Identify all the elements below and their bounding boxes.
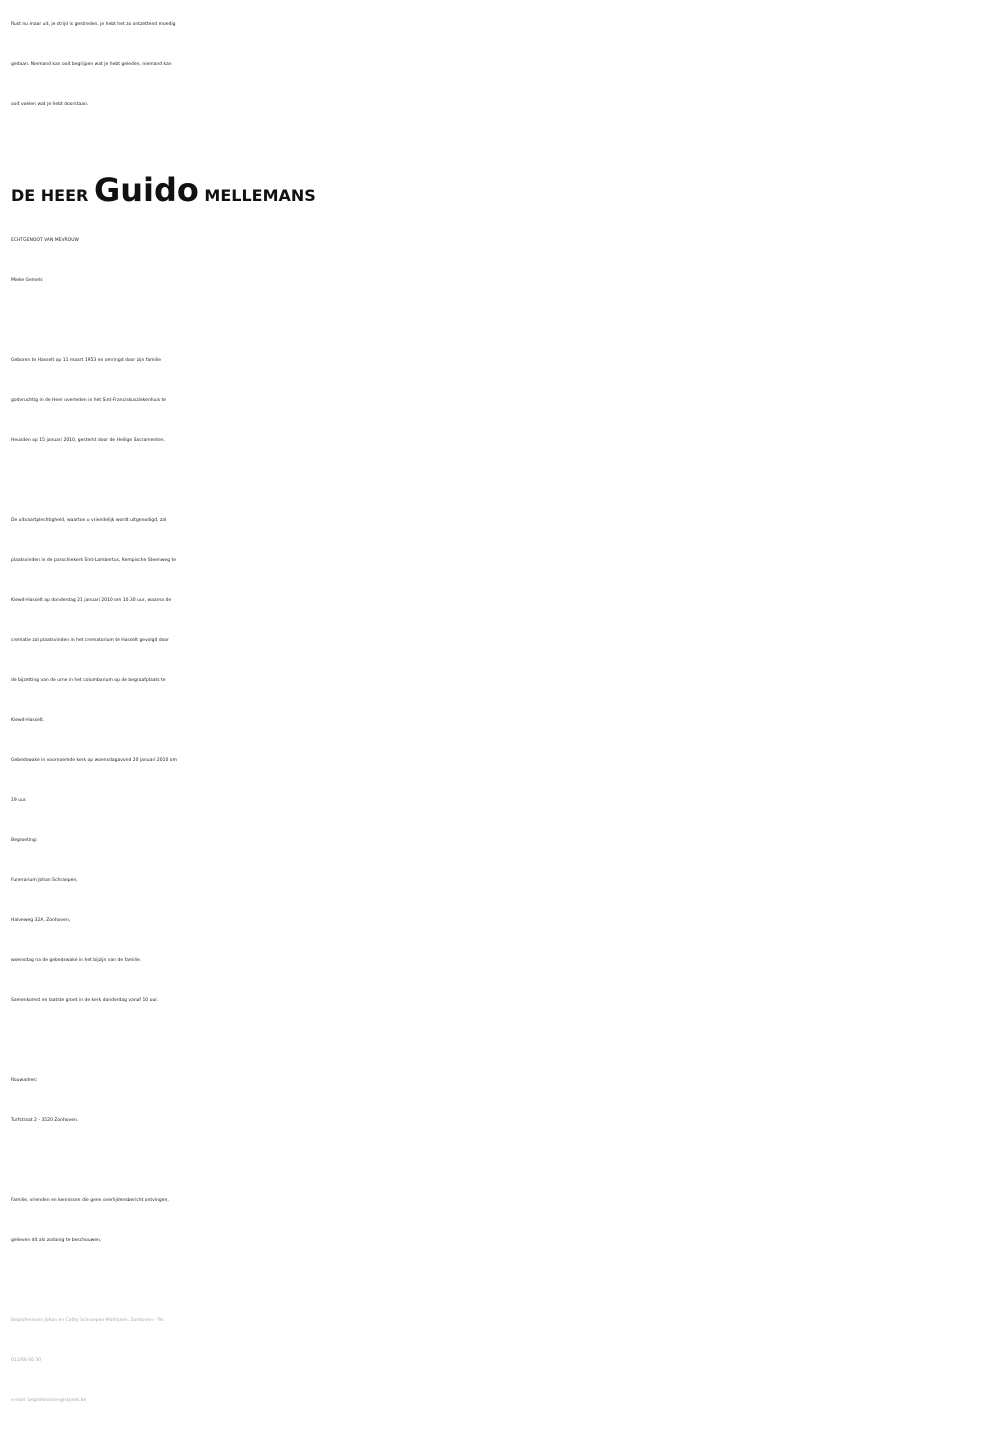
footer-phone: 011/66 66 30	[11, 1358, 42, 1363]
paragraph-line: gelieven dit als zodanig te beschouwen.	[11, 1238, 102, 1243]
spouse-label: ECHTGENOOT VAN MEVROUW	[11, 238, 79, 243]
paragraph-line: Begroeting:	[11, 838, 38, 843]
paragraph-line: Kiewit-Hasselt op donderdag 21 januari 2010 om 10.30 uur, waarna de	[11, 598, 172, 603]
mourning-address	[11, 1061, 993, 1141]
funeral-paragraph	[11, 501, 993, 1021]
name-first: Guido	[93, 171, 199, 209]
paragraph-line: plaatsvinden in de parochiekerk Sint-Lambertus, Kempische Steenweg te	[11, 558, 176, 563]
paragraph-line: Heusden op 15 januari 2010, gesterkt door de Heilige Sacramenten.	[11, 438, 166, 443]
address-value: Turfstraat 2 - 3520 Zonhoven.	[11, 1118, 79, 1123]
funeral-home-footer	[11, 1301, 993, 1421]
birth-death-paragraph	[11, 341, 993, 461]
footer-company: Begrafenissen Johan en Cathy Schraepen-Mathijsen, Zonhoven - Tel.	[11, 1318, 165, 1323]
paragraph-line: godvruchtig in de Heer overleden in het Sint-Franciskusziekenhuis te	[11, 398, 167, 403]
spacer	[11, 1141, 993, 1181]
intro-line: ooit voelen wat je hebt doorstaan.	[11, 102, 89, 107]
paragraph-line: de bijzetting van de urne in het columbarium op de begraafplaats te	[11, 678, 166, 683]
notice-paragraph	[11, 1181, 993, 1261]
paragraph-line: crematie zal plaatsvinden in het crematorium te Hasselt gevolgd door	[11, 638, 169, 643]
spouse-block	[11, 221, 993, 301]
paragraph-line: 19 uur.	[11, 798, 27, 803]
address-label: Rouwadres:	[11, 1078, 38, 1083]
spacer	[11, 1261, 993, 1301]
paragraph-line: Kiewit-Hasselt.	[11, 718, 45, 723]
paragraph-line: Samenkomst en laatste groet in de kerk donderdag vanaf 10 uur.	[11, 998, 159, 1003]
name-prefix: DE HEER	[11, 186, 89, 205]
intro-poem	[11, 5, 993, 125]
paragraph-line: De uitvaartplechtigheid, waartoe u vriendelijk wordt uitgenodigd, zal	[11, 518, 167, 523]
paragraph-line: woensdag na de gebedswake in het bijzijn van de familie.	[11, 958, 142, 963]
name-last: MELLEMANS	[204, 186, 316, 205]
footer-email: e-mail: begrafenissen@skynet.be	[11, 1398, 87, 1403]
paragraph-line: Geboren te Hasselt op 11 maart 1953 en omringd door zijn familie	[11, 358, 162, 363]
paragraph-line: Funerarium Johan Schraepen,	[11, 878, 78, 883]
spouse-name: Mieke Gemels	[11, 278, 43, 283]
spacer	[11, 301, 993, 341]
obituary-notice	[11, 5, 993, 1421]
paragraph-line: Gebedswake in voornoemde kerk op woensdagavond 20 januari 2010 om	[11, 758, 177, 763]
deceased-name	[11, 166, 993, 214]
spacer	[11, 461, 993, 501]
paragraph-line: Familie, vrienden en kennissen die geen overlijdensbericht ontvingen,	[11, 1198, 169, 1203]
paragraph-line: Halveweg 32A, Zonhoven,	[11, 918, 71, 923]
intro-line: gedaan. Niemand kan ooit begrijpen wat je hebt geleden, niemand kan	[11, 62, 172, 67]
spacer	[11, 1021, 993, 1061]
spacer	[11, 125, 993, 165]
intro-line: Rust nu maar uit, je strijd is gestreden, je hebt het zo ontzettend moedig	[11, 22, 176, 27]
